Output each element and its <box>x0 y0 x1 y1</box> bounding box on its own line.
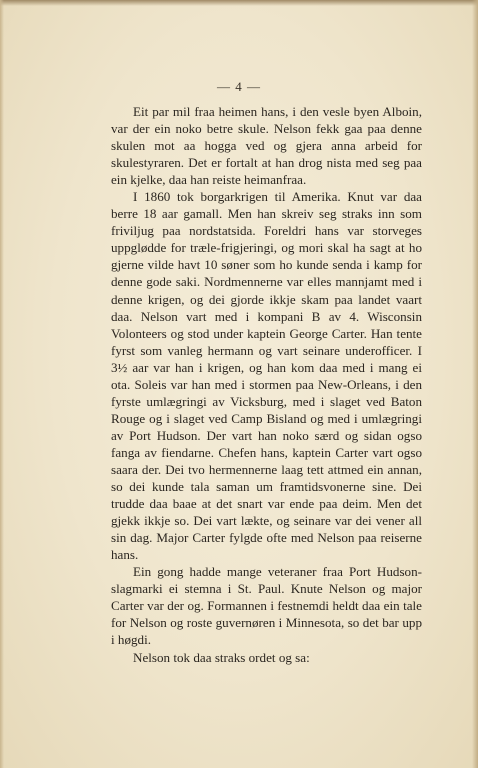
body-text <box>111 103 422 666</box>
page-edge-top <box>0 0 478 6</box>
page-edge-right <box>472 0 478 768</box>
paragraph: Ein gong hadde mange veteraner fraa Port Hudson-slagmarki ei stemna i St. Paul. Knute Nelson og major Carter var der og. Formannen i festnemdi heldt daa ein tale for Nelson og roste guvernøren i Minnesota, so det bar upp i høgdi. <box>111 564 422 648</box>
paragraph: Eit par mil fraa heimen hans, i den vesle byen Alboin, var der ein noko betre skule. Nelson fekk gaa paa denne skulen mot aa hogga ved og gjera anna arbeid for skulestyraren. Det er fortalt at han drog nista med seg paa ein kjelke, daa han reiste heimanfraa. <box>111 104 422 188</box>
paragraph: Nelson tok daa straks ordet og sa: <box>133 649 310 665</box>
page-number: — 4 — <box>217 79 261 94</box>
page-edge-left <box>0 0 4 768</box>
paragraph: I 1860 tok borgarkrigen til Amerika. Knut var daa berre 18 aar gamall. Men han skreiv seg straks inn som friviljug paa nordstatsida. Foreldri hans var storveges uppgløddе for træle-frigjeringi, og mori skal ha sagt at ho gjerne vilde havt 10 søner som ho kunde senda i kamp for denne gode saki. Nordmennerne var elles mannjamt med i denne krigen, og dei gjorde ikkje skam paa landet vaart daa. Nelson vart med i kompani B av 4. Wisconsin Volonteers og stod under kaptein George Carter. Han tente fyrst som vanleg hermann og vart seinare underofficer. I 3½ aar var han i krigen, og han kom daa med i mang ei ota. Soleis var han med i stormen paa New-Orleans, i den fyrste umlægringi av Vicksburg, med i slaget ved Baton Rouge og i slaget ved Camp Bisland og med i umlægringi av Port Hudson. Der vart han noko særd og sidan ogso fanga av fiendarne. Chefen hans, kaptein Carter vart ogso saara der. Dei tvo hermennerne laag tett attmed ein annan, so dei kunde tala saman um framtidsvonerne sine. Dei trudde daa baae at det snart var ende paa deim. Men det gjekk ikkje so. Dei vart lækte, og seinare var dei vener all sin dag. Major Carter fylgde ofte med Nelson paa reiserne hans. <box>111 189 422 563</box>
